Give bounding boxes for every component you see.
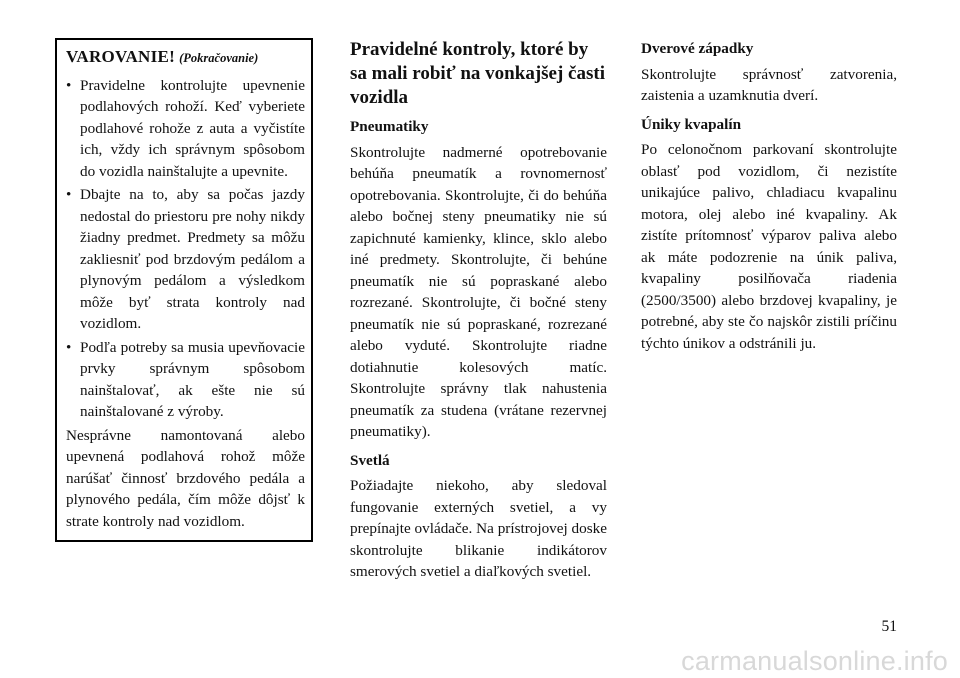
- section-title: Pravidelné kontroly, ktoré by sa mali robiť na vonkajšej časti vozidla: [350, 39, 605, 108]
- warning-body: Nesprávne namontovaná alebo upevnená podlahová rohož môže narúšať činnosť brzdového pedála a plynového pedála, čím môže dôjsť k strate kontroly nad vozidlom.: [66, 426, 305, 530]
- door-latches-paragraph: Skontrolujte správnosť zatvorenia, zaistenia a uzamknutia dverí.: [641, 65, 897, 104]
- warning-list: [66, 75, 305, 423]
- fluid-leaks-paragraph: Po celonočnom parkovaní skontrolujte oblasť pod vozidlom, či nezistíte unikajúce palivo, chladiacu kvapalinu motora, olej alebo iné kvapaliny. Ak zistíte prítomnosť výparov paliva alebo ak máte podozrenie na únik paliva, kvapaliny posilňovača riadenia (2500/3500) alebo brzdovej kvapaliny, je potrebné, aby ste čo najskôr zistili príčinu týchto únikov a odstránili ju.: [641, 141, 897, 352]
- right-column: [641, 38, 897, 354]
- warning-continued: (Pokračovanie): [179, 51, 259, 65]
- tires-heading: Pneumatiky: [350, 118, 429, 135]
- lights-paragraph: Požiadajte niekoho, aby sledoval fungovanie externých svetiel, a vy prepínajte ovládače. Na prístrojovej doske skontrolujte blikanie indikátorov smerových svetiel a diaľkových svetiel.: [350, 477, 607, 580]
- lights-heading: Svetlá: [350, 451, 390, 469]
- warning-title: VAROVANIE!: [66, 47, 176, 66]
- watermark: carmanualsonline.info: [681, 646, 948, 676]
- page-number: 51: [881, 618, 897, 635]
- warning-bullet: • Dbajte na to, aby sa počas jazdy nedostal do priestoru pre nohy nikdy žiadny predmet. Predmety sa môžu zakliesniť pod brzdovým pedálom a plynovým pedálom a výsledkom môže byť strata kontroly nad vozidlom.: [66, 184, 305, 335]
- door-latches-heading: Dverové západky: [641, 40, 754, 57]
- warning-bullet: • Podľa potreby sa musia upevňovacie prvky správnym spôsobom nainštalovať, ak ešte nie sú nainštalované z výroby.: [66, 337, 305, 423]
- middle-column: [350, 38, 607, 583]
- tires-paragraph: Skontrolujte nadmerné opotrebovanie behúňa pneumatík a rovnomernosť opotrebovania. Skontrolujte, či do behúňa alebo bočnej steny pneumatiky nie sú zapichnuté kamienky, klince, sklo alebo iné predmety. Skontrolujte, či behúne pneumatík nie sú popraskané alebo rozrezané. Skontrolujte, či bočné steny pneumatík nie sú popraskané, rozrezané alebo vyduté. Skontrolujte riadne dotiahnutie kolesových matíc. Skontrolujte správny tlak nahustenia pneumatík za studena (vrátane rezervnej pneumatiky).: [350, 143, 607, 440]
- warning-bullet: • Pravidelne kontrolujte upevnenie podlahových rohoží. Keď vyberiete podlahové rohože z auta a vyčistíte ich, vždy ich správnym spôsobom do vozidla nainštalujte a upevnite.: [66, 75, 305, 183]
- fluid-leaks-heading: Úniky kvapalín: [641, 115, 742, 133]
- warning-header: [66, 46, 305, 70]
- warning-box: [55, 38, 313, 542]
- left-column: [55, 38, 313, 542]
